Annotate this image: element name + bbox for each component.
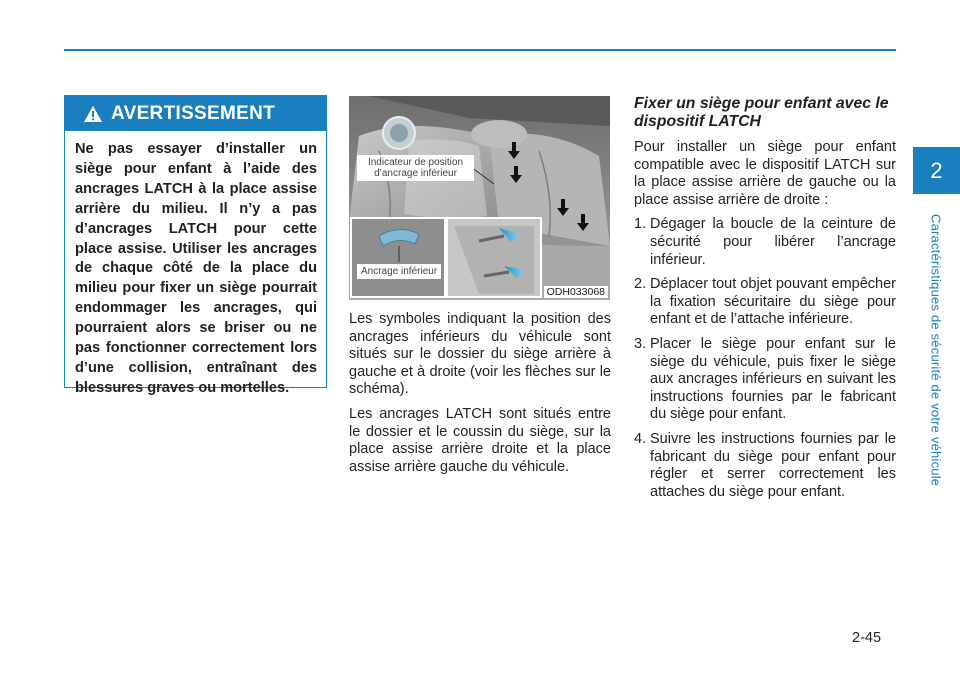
page-number: 2-45 — [852, 630, 882, 646]
anchor-description — [349, 311, 611, 483]
install-instructions — [634, 95, 896, 508]
figure-code: ODH033068 — [544, 286, 608, 298]
chapter-title-text: Caractéristiques de sécurité de votre véhicule — [928, 213, 944, 487]
warning-header — [65, 96, 326, 131]
header-rule — [64, 49, 896, 51]
step-number: 4. — [634, 430, 647, 447]
warning-box — [64, 95, 327, 396]
warning-triangle-icon — [83, 105, 103, 123]
step-item — [634, 276, 896, 329]
warning-text: Ne pas essayer d’installer un siège pour enfant à l’aide des ancrages LATCH à la place assise arrière du milieu. Il n’y a pas d’ancrages LATCH pour cette place assise. Utiliser les ancrages de chaque côté de la place du milieu pour fixer un siège pourrait endommager les ancrages, qui pourraient alors se briser ou ne pas fonctionner correctement lors d’une collision, entraînant des blessures graves ou mortelles. — [75, 141, 317, 396]
step-item — [634, 216, 896, 269]
step-text: Suivre les instructions fournies par le fabricant du siège pour enfant pour régler et serrer correctement les attaches du siège pour enfant. — [650, 430, 896, 500]
chapter-title — [924, 197, 948, 503]
step-number: 3. — [634, 335, 647, 352]
step-number: 1. — [634, 216, 647, 233]
callout-indicator-line2: d’ancrage inférieur — [374, 168, 457, 179]
section-heading: Fixer un siège pour enfant avec le dispositif LATCH — [634, 95, 889, 130]
callout-indicator — [357, 155, 474, 181]
step-number: 2. — [634, 276, 647, 293]
callout-anchor: Ancrage inférieur — [357, 264, 441, 279]
step-text: Déplacer tout objet pouvant empêcher la fixation sécuritaire du siège pour enfant et de l’attache inférieure. — [650, 276, 896, 328]
step-text: Placer le siège pour enfant sur le siège du véhicule, puis fixer le siège aux ancrages inférieurs en suivant les instructions fournies par le fabricant du siège pour enfant. — [650, 335, 896, 423]
intro-paragraph: Pour installer un siège pour enfant compatible avec le dispositif LATCH sur la place assise arrière de gauche ou la place assise arrière de droite : — [634, 139, 896, 208]
paragraph-symbols: Les symboles indiquant la position des ancrages inférieurs du véhicule sont situés sur le dossier du siège arrière à gauche et à droite (voir les flèches sur le schéma). — [349, 311, 611, 398]
steps-list — [634, 216, 896, 501]
step-item — [634, 336, 896, 424]
chapter-tab: 2 — [913, 147, 960, 194]
paragraph-location: Les ancrages LATCH sont situés entre le dossier et le coussin du siège, sur la place assise arrière droite et la place assise arrière gauche du véhicule. — [349, 405, 611, 475]
callout-indicator-line1: Indicateur de position — [367, 157, 464, 168]
step-item — [634, 431, 896, 501]
warning-title: AVERTISSEMENT — [111, 102, 276, 124]
seat-anchor-figure — [349, 96, 610, 300]
step-text: Dégager la boucle de la ceinture de sécurité pour libérer l’ancrage inférieur. — [650, 216, 896, 268]
